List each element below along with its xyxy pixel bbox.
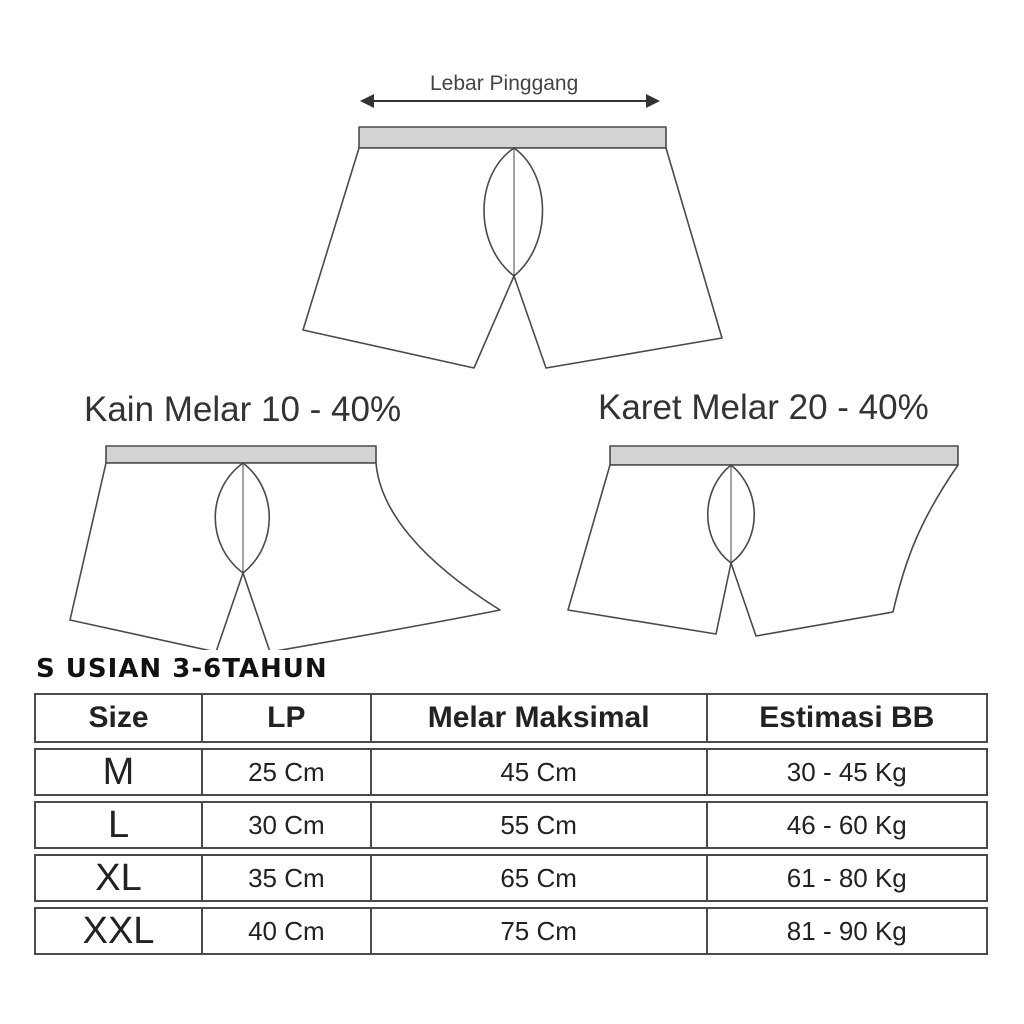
lp-cell: 25 Cm (203, 748, 372, 796)
lp-cell: 30 Cm (203, 801, 372, 849)
boxer-fabric-stretch-illustration (70, 446, 500, 650)
max-stretch-cell: 45 Cm (372, 748, 708, 796)
max-stretch-cell: 75 Cm (372, 907, 708, 955)
size-cell: XL (34, 854, 203, 902)
size-cell: L (34, 801, 203, 849)
table-row (34, 801, 988, 849)
waist-width-label: Lebar Pinggang (430, 72, 579, 95)
header-estimated-weight: Estimasi BB (708, 693, 988, 743)
size-cell: M (34, 748, 203, 796)
header-lp: LP (203, 693, 372, 743)
size-cell: XXL (34, 907, 203, 955)
header-size: Size (34, 693, 203, 743)
boxer-top-illustration (303, 127, 722, 368)
table-header-row (34, 693, 988, 743)
fabric-stretch-label: Kain Melar 10 - 40% (84, 390, 402, 429)
waist-width-arrow (360, 94, 660, 108)
weight-cell: 30 - 45 Kg (708, 748, 988, 796)
age-range-heading: S USIAN 3-6TAHUN (36, 654, 328, 684)
table-row (34, 854, 988, 902)
elastic-stretch-label: Karet Melar 20 - 40% (598, 388, 929, 427)
size-table (34, 688, 988, 960)
header-max-stretch: Melar Maksimal (372, 693, 708, 743)
boxer-elastic-stretch-illustration (568, 446, 958, 636)
table-row (34, 907, 988, 955)
lp-cell: 40 Cm (203, 907, 372, 955)
weight-cell: 46 - 60 Kg (708, 801, 988, 849)
weight-cell: 61 - 80 Kg (708, 854, 988, 902)
max-stretch-cell: 65 Cm (372, 854, 708, 902)
max-stretch-cell: 55 Cm (372, 801, 708, 849)
weight-cell: 81 - 90 Kg (708, 907, 988, 955)
table-row (34, 748, 988, 796)
lp-cell: 35 Cm (203, 854, 372, 902)
